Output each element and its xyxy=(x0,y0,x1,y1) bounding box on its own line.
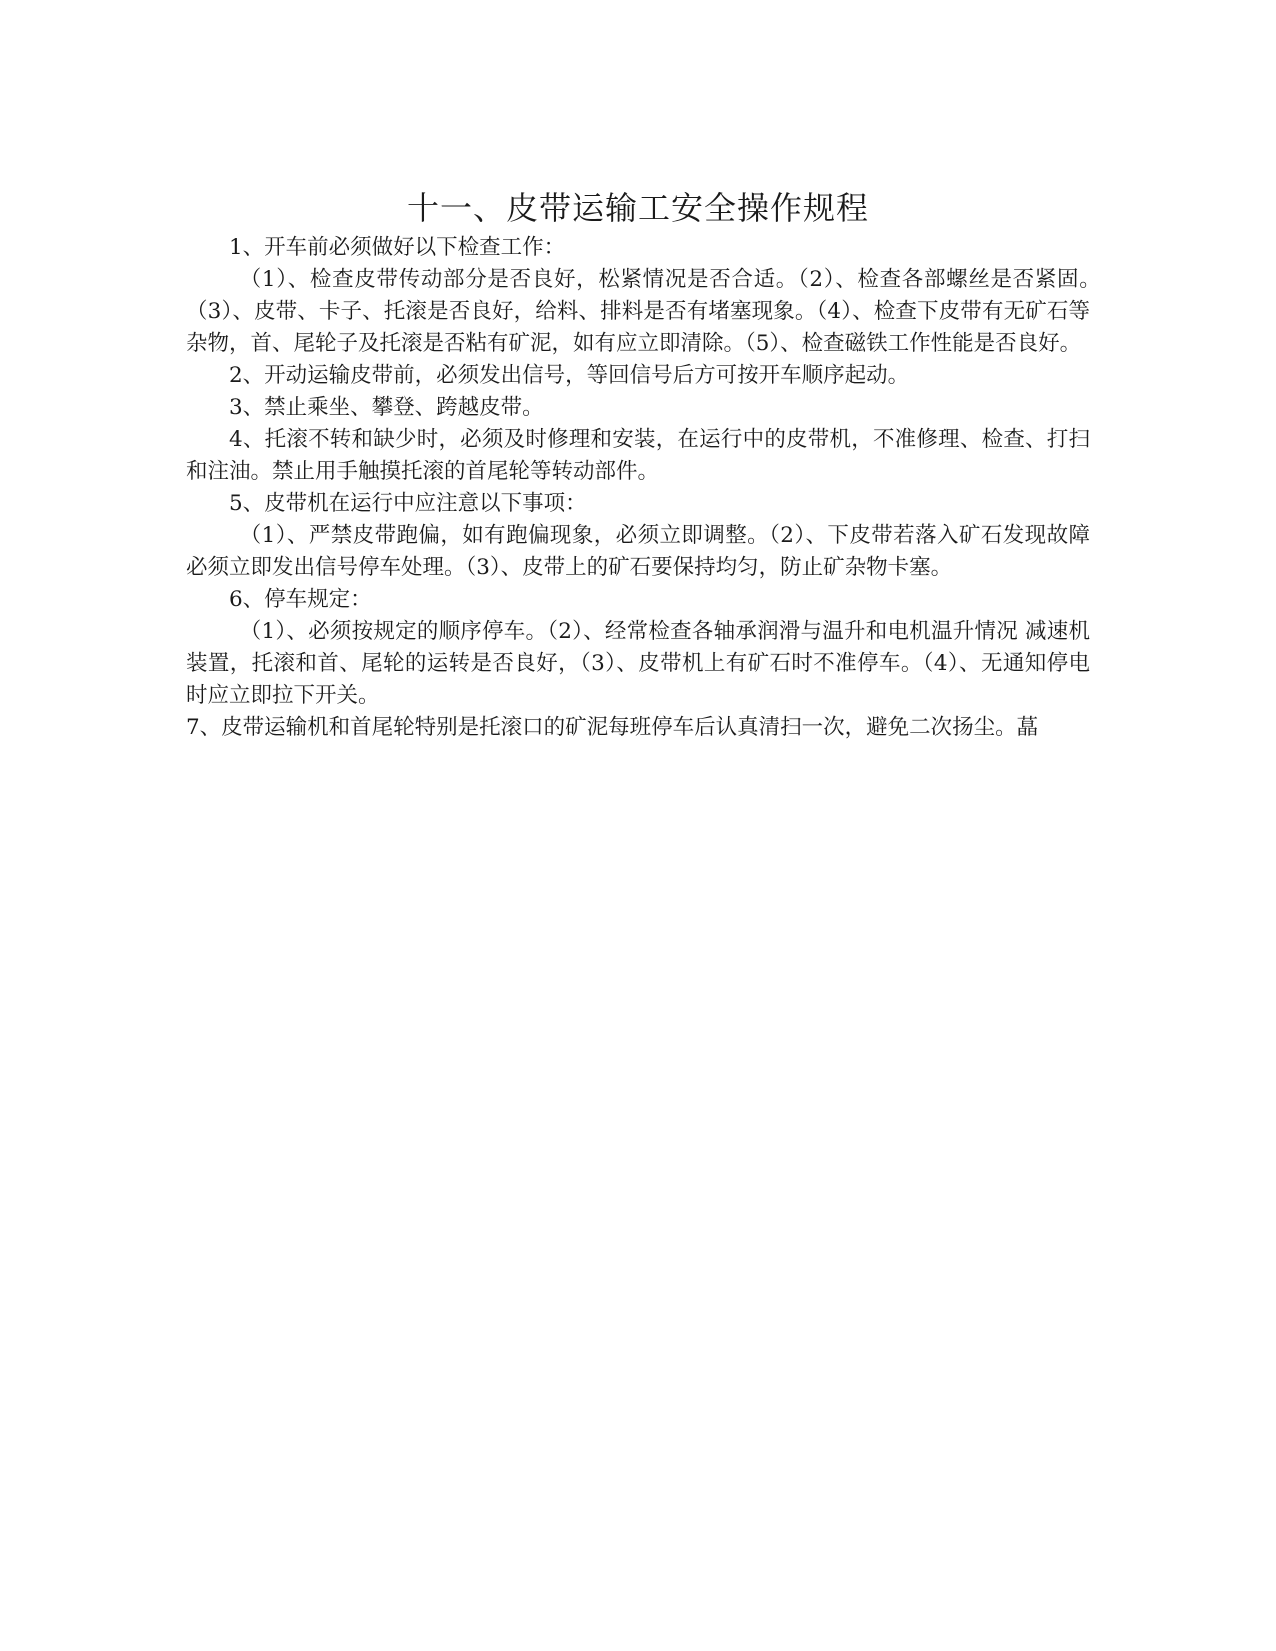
paragraph-1-checks: （1）、检查皮带传动部分是否良好，松紧情况是否合适。（2）、检查各部螺丝是否紧固。 （3）、皮带、卡子、托滚是否良好，给料、排料是否有堵塞现象。（4）、检查下皮带有无矿石等杂物，首、尾轮子及托滚是否粘有矿泥，如有应立即清除。（5）、检查磁铁工作性能是否良好。 xyxy=(186,267,1112,356)
document-title: 十一、皮带运输工安全操作规程 xyxy=(406,189,869,227)
paragraph-5-items: （1）、严禁皮带跑偏，如有跑偏现象，必须立即调整。（2）、下皮带若落入矿石发现故障必须立即发出信号停车处理。（3）、皮带上的矿石要保持均匀，防止矿杂物卡塞。 xyxy=(186,523,1090,580)
paragraph-2: 2、开动运输皮带前，必须发出信号，等回信号后方可按开车顺序起动。 xyxy=(229,363,910,388)
paragraph-3: 3、禁止乘坐、攀登、跨越皮带。 xyxy=(229,395,544,420)
paragraph-6-heading: 6、停车规定： xyxy=(229,587,372,612)
paragraph-5-heading: 5、皮带机在运行中应注意以下事项： xyxy=(229,491,587,516)
paragraph-4: 4、托滚不转和缺少时，必须及时修理和安装，在运行中的皮带机，不准修理、检查、打扫和注油。禁止用手触摸托滚的首尾轮等转动部件。 xyxy=(186,427,1090,484)
paragraph-6-items: （1）、必须按规定的顺序停车。（2）、经常检查各轴承润滑与温升和电机温升情况 减速机装置，托滚和首、尾轮的运转是否良好，（3）、皮带机上有矿石时不准停车。（4）、无通知停电时应立即拉下开关。 xyxy=(186,619,1090,708)
document-page xyxy=(186,186,1112,744)
paragraph-1-heading: 1、开车前必须做好以下检查工作： xyxy=(229,235,566,260)
paragraph-7: 7、皮带运输机和首尾轮特别是托滚口的矿泥每班停车后认真清扫一次，避免二次扬尘。蕌 xyxy=(186,715,1039,740)
